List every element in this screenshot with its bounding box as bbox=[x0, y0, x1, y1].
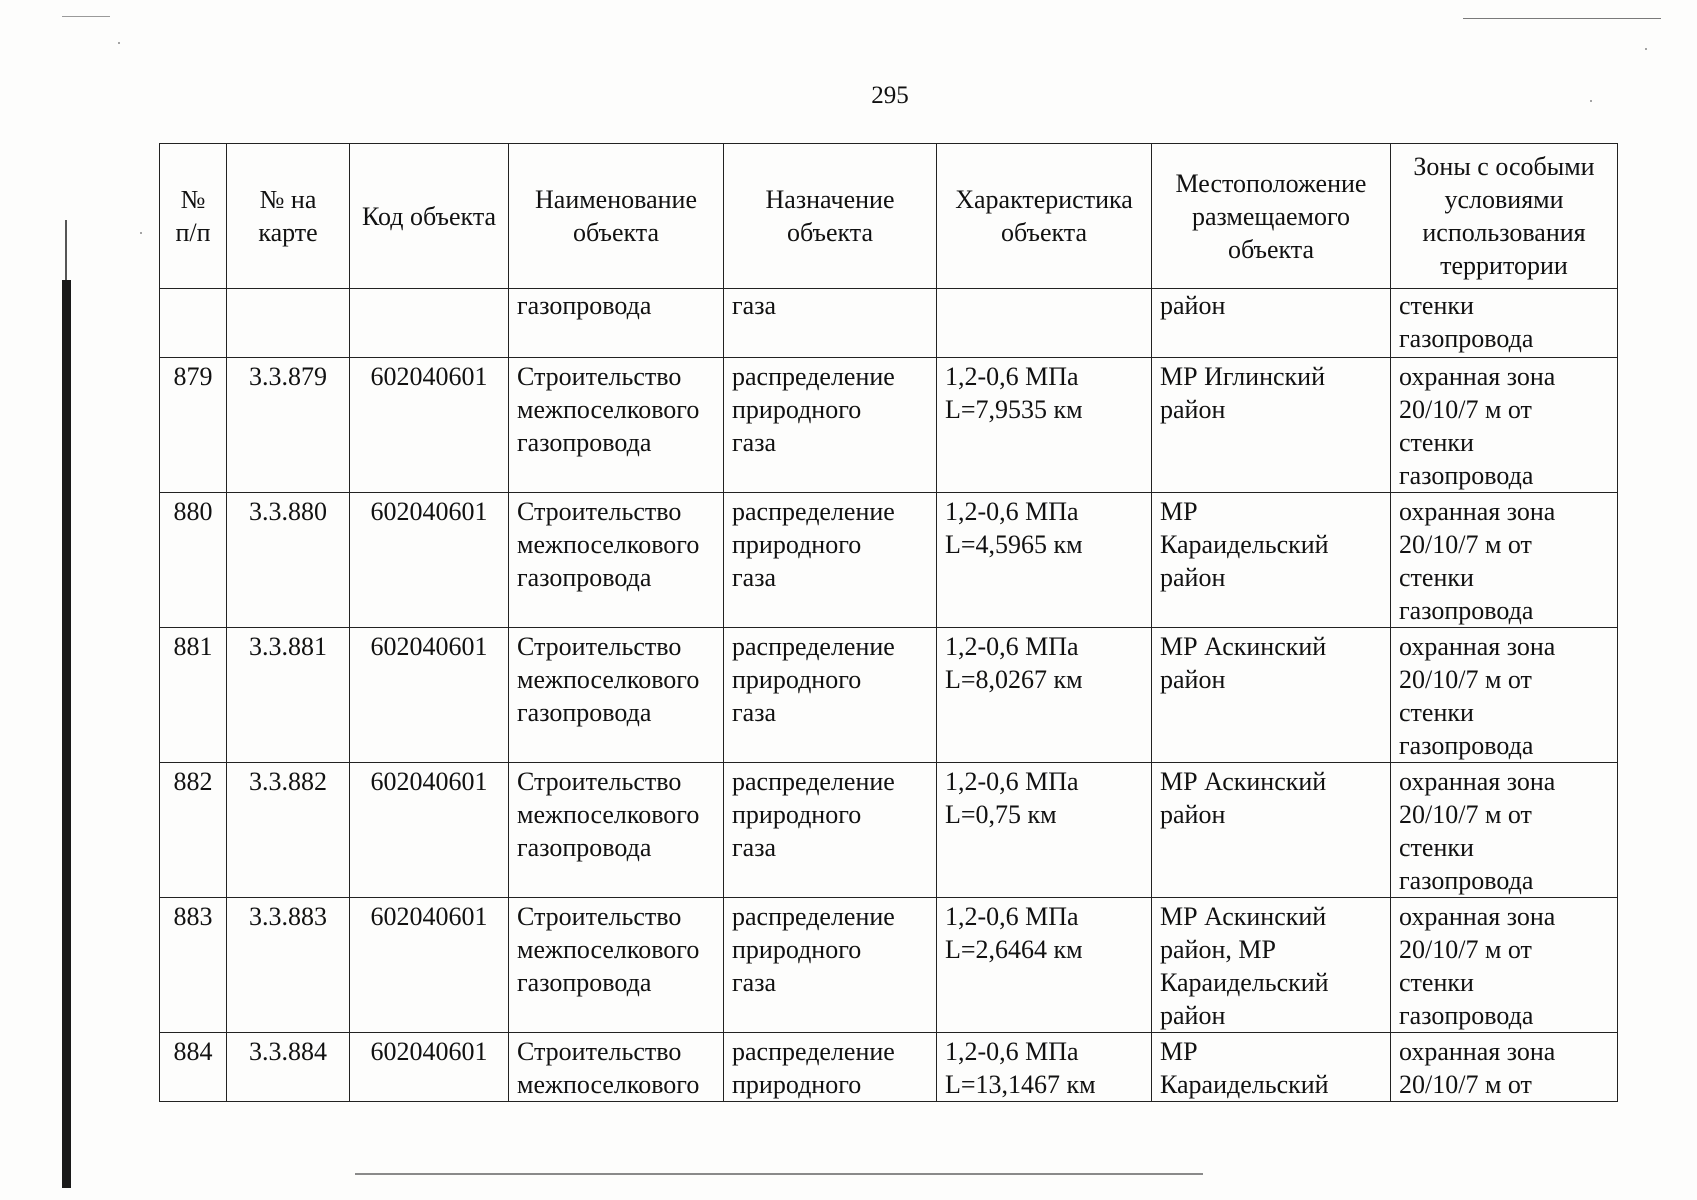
cell-text-line: Строительство bbox=[517, 497, 682, 526]
cell-text-line: Строительство bbox=[517, 902, 682, 931]
cell-text-line: Караидельский bbox=[1160, 530, 1329, 559]
cell-num: 880 bbox=[160, 493, 227, 628]
header-text-line: размещаемого bbox=[1191, 201, 1350, 231]
header-text-line: Назначение bbox=[765, 185, 895, 214]
cell-text-line: природного bbox=[732, 800, 862, 829]
page-number: 295 bbox=[871, 82, 909, 109]
header-num bbox=[160, 144, 227, 289]
cell-text-line: распределение bbox=[732, 362, 895, 391]
cell-code: 602040601 bbox=[350, 628, 509, 763]
cell-num bbox=[160, 289, 227, 358]
cell-text-line: стенки bbox=[1399, 291, 1474, 320]
cell-purpose bbox=[724, 1033, 937, 1102]
cell-text-line: 1,2-0,6 МПа bbox=[945, 362, 1079, 391]
cell-code: 602040601 bbox=[350, 898, 509, 1033]
cell-location bbox=[1152, 898, 1391, 1033]
cell-name bbox=[509, 763, 724, 898]
header-text-line: карте bbox=[258, 218, 318, 247]
cell-location bbox=[1152, 1033, 1391, 1102]
table-row bbox=[160, 898, 1618, 1033]
cell-text-line: 20/10/7 м от bbox=[1399, 935, 1532, 964]
header-text-line: использования bbox=[1422, 218, 1586, 247]
cell-name bbox=[509, 898, 724, 1033]
cell-location bbox=[1152, 493, 1391, 628]
header-text-line: № bbox=[180, 185, 206, 214]
header-name bbox=[509, 144, 724, 289]
cell-text-line: МР bbox=[1160, 1037, 1198, 1066]
cell-text-line: газопровода bbox=[517, 428, 652, 457]
cell-characteristic bbox=[937, 1033, 1152, 1102]
cell-text-line: район bbox=[1160, 1001, 1226, 1030]
scan-edge-line bbox=[355, 1173, 1203, 1175]
cell-text-line: L=4,5965 км bbox=[945, 530, 1083, 559]
table-body bbox=[160, 289, 1618, 1102]
header-map-num bbox=[227, 144, 350, 289]
cell-text-line: природного bbox=[732, 1070, 862, 1099]
cell-text-line: Строительство bbox=[517, 362, 682, 391]
scan-speck bbox=[1645, 48, 1647, 50]
cell-location bbox=[1152, 358, 1391, 493]
cell-map-num: 3.3.882 bbox=[227, 763, 350, 898]
cell-characteristic bbox=[937, 289, 1152, 358]
cell-text-line: газопровода bbox=[517, 698, 652, 727]
cell-map-num: 3.3.884 bbox=[227, 1033, 350, 1102]
cell-purpose bbox=[724, 289, 937, 358]
cell-name bbox=[509, 289, 724, 358]
cell-code: 602040601 bbox=[350, 493, 509, 628]
cell-text-line: газа bbox=[732, 563, 777, 592]
header-text-line: Зоны с особыми bbox=[1413, 152, 1595, 181]
cell-text-line: L=13,1467 км bbox=[945, 1070, 1096, 1099]
cell-text-line: газа bbox=[732, 968, 777, 997]
header-text-line: п/п bbox=[175, 218, 211, 247]
cell-location bbox=[1152, 289, 1391, 358]
cell-purpose bbox=[724, 628, 937, 763]
cell-text-line: газопровода bbox=[517, 291, 652, 320]
cell-text-line: L=0,75 км bbox=[945, 800, 1057, 829]
cell-text-line: охранная зона bbox=[1399, 767, 1556, 796]
cell-text-line: газопровода bbox=[517, 833, 652, 862]
header-code bbox=[350, 144, 509, 289]
scan-speck bbox=[118, 42, 120, 44]
cell-text-line: распределение bbox=[732, 902, 895, 931]
cell-text-line: стенки bbox=[1399, 968, 1474, 997]
cell-num: 884 bbox=[160, 1033, 227, 1102]
header-text-line: № на bbox=[259, 185, 317, 214]
cell-text-line: 1,2-0,6 МПа bbox=[945, 1037, 1079, 1066]
cell-text-line: газа bbox=[732, 833, 777, 862]
header-text-line: объекта bbox=[786, 218, 874, 247]
header-text-line: объекта bbox=[1227, 234, 1315, 264]
header-text-line: Местоположение bbox=[1175, 168, 1367, 198]
cell-purpose bbox=[724, 898, 937, 1033]
cell-map-num bbox=[227, 289, 350, 358]
cell-code: 602040601 bbox=[350, 1033, 509, 1102]
cell-text-line: 1,2-0,6 МПа bbox=[945, 902, 1079, 931]
cell-text-line: охранная зона bbox=[1399, 362, 1556, 391]
cell-text-line: межпоселкового bbox=[517, 665, 700, 694]
cell-text-line: район bbox=[1160, 800, 1226, 829]
cell-text-line: L=7,9535 км bbox=[945, 395, 1083, 424]
cell-zones bbox=[1391, 1033, 1618, 1102]
cell-map-num: 3.3.881 bbox=[227, 628, 350, 763]
cell-num: 881 bbox=[160, 628, 227, 763]
cell-text-line: газопровода bbox=[517, 968, 652, 997]
table-row bbox=[160, 358, 1618, 493]
header-text-line: условиями bbox=[1444, 185, 1564, 214]
cell-text-line: распределение bbox=[732, 767, 895, 796]
cell-text-line: газопровода bbox=[1399, 596, 1534, 625]
cell-text-line: межпоселкового bbox=[517, 530, 700, 559]
cell-text-line: стенки bbox=[1399, 428, 1474, 457]
cell-location bbox=[1152, 628, 1391, 763]
cell-name bbox=[509, 493, 724, 628]
cell-zones bbox=[1391, 628, 1618, 763]
scan-edge-line bbox=[62, 16, 110, 17]
table-row bbox=[160, 1033, 1618, 1102]
cell-text-line: МР Аскинский bbox=[1160, 767, 1327, 796]
cell-text-line: газа bbox=[732, 291, 777, 320]
cell-text-line: межпоселкового bbox=[517, 1070, 700, 1099]
cell-text-line: 20/10/7 м от bbox=[1399, 395, 1532, 424]
cell-zones bbox=[1391, 358, 1618, 493]
cell-zones bbox=[1391, 898, 1618, 1033]
cell-characteristic bbox=[937, 628, 1152, 763]
cell-code: 602040601 bbox=[350, 763, 509, 898]
cell-text-line: распределение bbox=[732, 632, 895, 661]
cell-text-line: район bbox=[1160, 395, 1226, 424]
header-text-line: объекта bbox=[572, 218, 660, 247]
object-registry-table bbox=[159, 143, 1618, 1102]
cell-zones bbox=[1391, 763, 1618, 898]
cell-num: 882 bbox=[160, 763, 227, 898]
cell-code: 602040601 bbox=[350, 358, 509, 493]
cell-text-line: район bbox=[1160, 665, 1226, 694]
cell-text-line: газопровода bbox=[1399, 461, 1534, 490]
cell-text-line: распределение bbox=[732, 497, 895, 526]
cell-text-line: Строительство bbox=[517, 632, 682, 661]
header-zones bbox=[1391, 144, 1618, 289]
scan-speck bbox=[140, 232, 142, 234]
cell-num: 883 bbox=[160, 898, 227, 1033]
cell-text-line: газа bbox=[732, 428, 777, 457]
cell-text-line: природного bbox=[732, 665, 862, 694]
cell-text-line: стенки bbox=[1399, 563, 1474, 592]
cell-purpose bbox=[724, 763, 937, 898]
cell-text-line: Караидельский bbox=[1160, 1070, 1329, 1099]
cell-text-line: межпоселкового bbox=[517, 935, 700, 964]
cell-name bbox=[509, 1033, 724, 1102]
cell-purpose bbox=[724, 493, 937, 628]
cell-text-line: охранная зона bbox=[1399, 497, 1556, 526]
cell-text-line: Караидельский bbox=[1160, 968, 1329, 997]
cell-characteristic bbox=[937, 493, 1152, 628]
cell-text-line: охранная зона bbox=[1399, 902, 1556, 931]
header-text-line: Код объекта bbox=[361, 201, 497, 231]
header-text-line: территории bbox=[1440, 251, 1568, 280]
cell-text-line: район bbox=[1160, 563, 1226, 592]
cell-text-line: Строительство bbox=[517, 1037, 682, 1066]
cell-text-line: L=2,6464 км bbox=[945, 935, 1083, 964]
cell-text-line: 20/10/7 м от bbox=[1399, 800, 1532, 829]
cell-text-line: 1,2-0,6 МПа bbox=[945, 497, 1079, 526]
cell-text-line: природного bbox=[732, 935, 862, 964]
header-text-line: объекта bbox=[1000, 218, 1088, 247]
cell-text-line: 1,2-0,6 МПа bbox=[945, 767, 1079, 796]
cell-text-line: Строительство bbox=[517, 767, 682, 796]
cell-characteristic bbox=[937, 763, 1152, 898]
cell-text-line: газопровода bbox=[1399, 1001, 1534, 1030]
cell-name bbox=[509, 628, 724, 763]
cell-text-line: газа bbox=[732, 698, 777, 727]
cell-text-line: межпоселкового bbox=[517, 800, 700, 829]
header-location bbox=[1152, 144, 1391, 289]
cell-text-line: МР Аскинский bbox=[1160, 902, 1327, 931]
cell-text-line: стенки bbox=[1399, 698, 1474, 727]
table-row bbox=[160, 763, 1618, 898]
cell-text-line: газопровода bbox=[1399, 866, 1534, 895]
cell-name bbox=[509, 358, 724, 493]
table-row bbox=[160, 493, 1618, 628]
cell-characteristic bbox=[937, 898, 1152, 1033]
cell-text-line: МР Иглинский bbox=[1160, 362, 1326, 391]
cell-text-line: 20/10/7 м от bbox=[1399, 1070, 1532, 1099]
scan-edge-line bbox=[1463, 18, 1661, 19]
cell-map-num: 3.3.879 bbox=[227, 358, 350, 493]
cell-code bbox=[350, 289, 509, 358]
cell-text-line: МР Аскинский bbox=[1160, 632, 1327, 661]
cell-text-line: газопровода bbox=[1399, 731, 1534, 760]
cell-location bbox=[1152, 763, 1391, 898]
cell-map-num: 3.3.883 bbox=[227, 898, 350, 1033]
cell-text-line: газопровода bbox=[517, 563, 652, 592]
cell-text-line: природного bbox=[732, 395, 862, 424]
cell-text-line: 20/10/7 м от bbox=[1399, 530, 1532, 559]
cell-map-num: 3.3.880 bbox=[227, 493, 350, 628]
cell-text-line: L=8,0267 км bbox=[945, 665, 1083, 694]
cell-text-line: 20/10/7 м от bbox=[1399, 665, 1532, 694]
header-purpose bbox=[724, 144, 937, 289]
table-row bbox=[160, 628, 1618, 763]
cell-text-line: МР bbox=[1160, 497, 1198, 526]
scan-edge-shadow bbox=[65, 220, 67, 280]
header-characteristic bbox=[937, 144, 1152, 289]
cell-text-line: район bbox=[1160, 291, 1226, 320]
cell-text-line: район, МР bbox=[1160, 935, 1276, 964]
cell-num: 879 bbox=[160, 358, 227, 493]
scan-edge-shadow bbox=[62, 280, 71, 1188]
cell-zones bbox=[1391, 289, 1618, 358]
header-text-line: Характеристика bbox=[955, 185, 1133, 214]
cell-text-line: природного bbox=[732, 530, 862, 559]
table-header-row bbox=[160, 144, 1618, 289]
cell-text-line: 1,2-0,6 МПа bbox=[945, 632, 1079, 661]
cell-text-line: распределение bbox=[732, 1037, 895, 1066]
cell-zones bbox=[1391, 493, 1618, 628]
table-row-continuation bbox=[160, 289, 1618, 358]
cell-characteristic bbox=[937, 358, 1152, 493]
cell-text-line: стенки bbox=[1399, 833, 1474, 862]
cell-text-line: охранная зона bbox=[1399, 632, 1556, 661]
header-text-line: Наименование bbox=[535, 185, 697, 214]
cell-text-line: газопровода bbox=[1399, 324, 1534, 353]
cell-purpose bbox=[724, 358, 937, 493]
cell-text-line: охранная зона bbox=[1399, 1037, 1556, 1066]
cell-text-line: межпоселкового bbox=[517, 395, 700, 424]
